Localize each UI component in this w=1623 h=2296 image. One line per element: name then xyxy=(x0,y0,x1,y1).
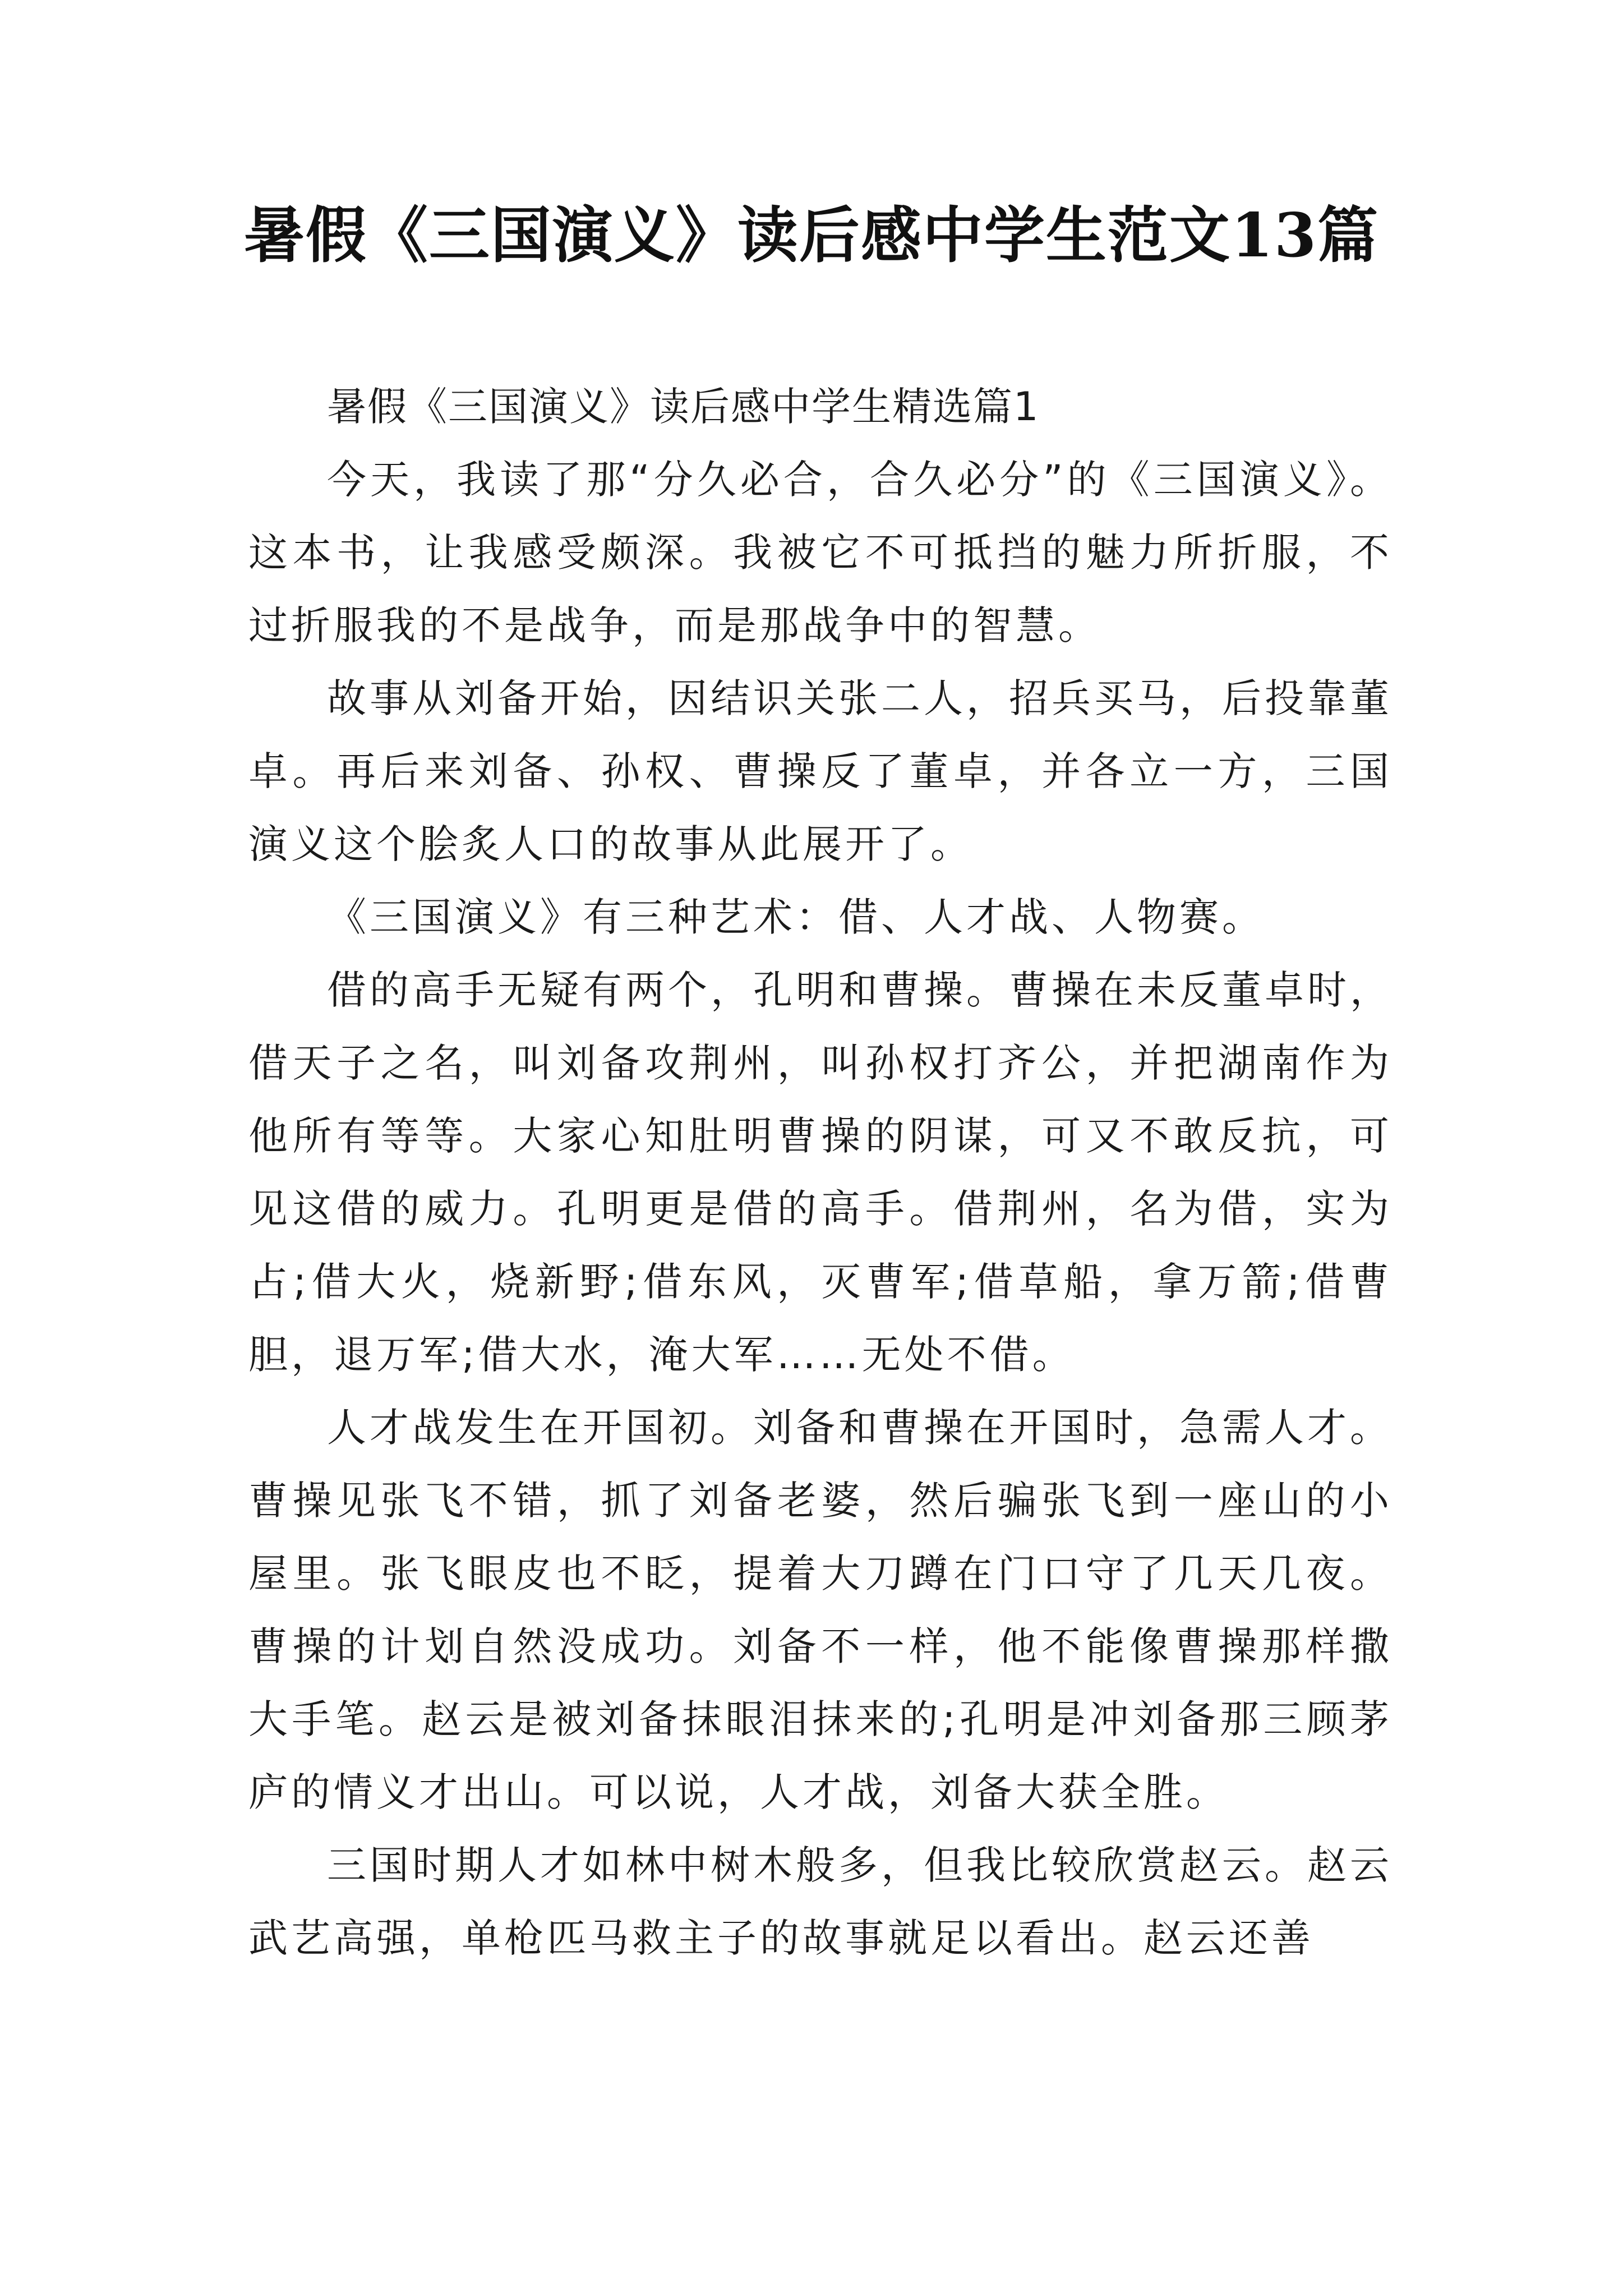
paragraph: 借的高手无疑有两个，孔明和曹操。曹操在未反董卓时，借天子之名，叫刘备攻荆州，叫孙权打齐公，并把湖南作为他所有等等。大家心知肚明曹操的阴谋，可又不敢反抗，可见这借的威力。孔明更是借的高手。借荆州，名为借，实为占;借大火，烧新野;借东风，灭曹军;借草船，拿万箭;借曹胆，退万军;借大水，淹大军……无处不借。 xyxy=(248,967,1393,1378)
section-heading: 暑假《三国演义》读后感中学生精选篇1 xyxy=(327,384,1040,430)
paragraph: 今天，我读了那“分久必合，合久必分”的《三国演义》。这本书，让我感受颇深。我被它不可抵挡的魅力所折服，不过折服我的不是战争，而是那战争中的智慧。 xyxy=(248,457,1393,648)
paragraph: 人才战发生在开国初。刘备和曹操在开国时，急需人才。曹操见张飞不错，抓了刘备老婆，然后骗张飞到一座山的小屋里。张飞眼皮也不眨，提着大刀蹲在门口守了几天几夜。曹操的计划自然没成功。刘备不一样，他不能像曹操那样撒大手笔。赵云是被刘备抹眼泪抹来的;孔明是冲刘备那三顾茅庐的情义才出山。可以说，人才战，刘备大获全胜。 xyxy=(248,1405,1393,1815)
paragraph: 三国时期人才如林中树木般多，但我比较欣赏赵云。赵云武艺高强，单枪匹马救主子的故事就足以看出。赵云还善 xyxy=(248,1842,1393,1961)
document-body xyxy=(248,370,1393,1975)
document-title: 暑假《三国演义》读后感中学生范文13篇 xyxy=(243,200,1380,271)
paragraph: 《三国演义》有三种艺术：借、人才战、人物赛。 xyxy=(327,894,1265,940)
paragraph: 故事从刘备开始，因结识关张二人，招兵买马，后投靠董卓。再后来刘备、孙权、曹操反了董卓，并各立一方，三国演义这个脍炙人口的故事从此展开了。 xyxy=(248,675,1393,867)
